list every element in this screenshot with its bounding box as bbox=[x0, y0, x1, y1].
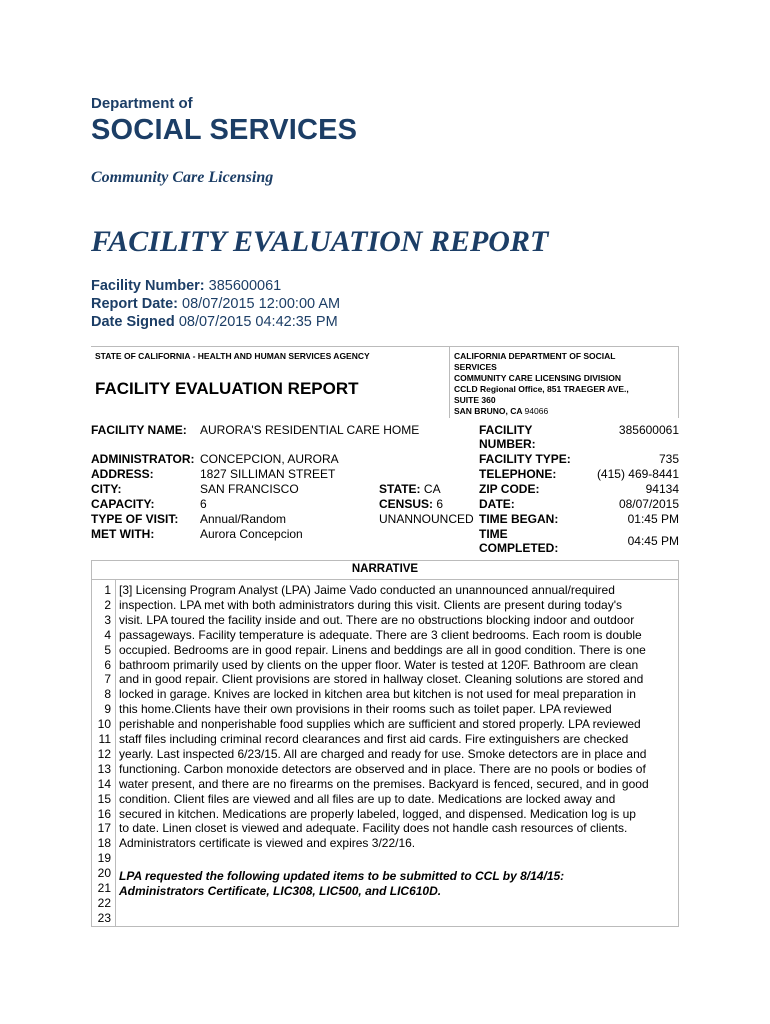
meta-report-date: Report Date: 08/07/2015 12:00:00 AM bbox=[91, 296, 341, 312]
line-number: 13 bbox=[97, 761, 111, 776]
narrative-line: passageways. Facility temperature is adequate. There are 3 client bedrooms. Each room is double bbox=[119, 627, 642, 642]
time-completed-value: 04:45 PM bbox=[627, 534, 679, 548]
line-number: 14 bbox=[97, 776, 111, 791]
line-number: 3 bbox=[104, 612, 111, 627]
line-number: 6 bbox=[104, 657, 111, 672]
narrative-line: water present, and there are no firearms on the premises. Backyard is fenced, secured, and in good bbox=[119, 776, 649, 791]
date-label: DATE: bbox=[479, 497, 515, 511]
line-number: 5 bbox=[104, 642, 111, 657]
line-number: 4 bbox=[104, 627, 111, 642]
city-label: CITY: bbox=[91, 482, 122, 496]
line-number: 11 bbox=[98, 732, 111, 746]
narrative-line: staff files including criminal record clearances and first aid cards. Fire extinguishers are checked bbox=[119, 732, 629, 746]
administrator: CONCEPCION, AURORA bbox=[200, 452, 339, 466]
social-services-title: SOCIAL SERVICES bbox=[91, 114, 358, 146]
narrative-line: inspection. LPA met with both administrators during this visit. Clients are present during today's bbox=[119, 597, 622, 612]
narrative-line: to date. Linen closet is viewed and adequate. Facility does not handle cash resources of clients. bbox=[119, 821, 628, 836]
state-field: STATE: CA bbox=[379, 482, 441, 496]
line-number: 9 bbox=[104, 702, 111, 717]
meta-facility-number: Facility Number: 385600061 bbox=[91, 278, 282, 294]
narrative-line: Administrators certificate is viewed and expires 3/22/16. bbox=[119, 836, 416, 851]
facility-name: AURORA'S RESIDENTIAL CARE HOME bbox=[200, 423, 420, 437]
narrative-line: [3] Licensing Program Analyst (LPA) Jaime Vado conducted an unannounced annual/required bbox=[119, 583, 615, 597]
date-value: 08/07/2015 bbox=[618, 497, 679, 511]
narrative-line: and in good repair. Client provisions are stored in hallway closet. Cleaning solutions are stored and bbox=[119, 672, 644, 687]
department-address: CALIFORNIA DEPARTMENT OF SOCIAL SERVICES COMMUNITY CARE LICENSING DIVISION CCLD Regional Office, 851 TRAEGER AVE., SUITE 360 SAN BRUNO, CA 94066 bbox=[454, 351, 629, 416]
address: 1827 SILLIMAN STREET bbox=[200, 467, 336, 481]
telephone-label: TELEPHONE: bbox=[479, 467, 557, 481]
line-number: 8 bbox=[104, 687, 111, 702]
time-completed-label-line2: COMPLETED: bbox=[479, 541, 559, 555]
narrative-line: secured in kitchen. Medications are properly labeled, logged, and dispensed. Medication log is up bbox=[119, 806, 636, 821]
line-number: 10 bbox=[97, 717, 111, 732]
narrative-line: visit. LPA toured the facility inside and out. There are no obstructions blocking indoor and outdoor bbox=[119, 612, 635, 627]
line-number: 17 bbox=[97, 821, 111, 836]
zip-code-label: ZIP CODE: bbox=[479, 482, 540, 496]
narrative-line: perishable and nonperishable food supplies which are sufficient and stored properly. LPA reviewed bbox=[119, 717, 641, 732]
unannounced-value: UNANNOUNCED bbox=[379, 512, 474, 526]
narrative-line: Administrators Certificate, LIC308, LIC500, and LIC610D. bbox=[119, 884, 442, 898]
narrative-line bbox=[119, 851, 679, 866]
narrative-line: occupied. Bedrooms are in good repair. Linens and beddings are all in good condition. There is one bbox=[119, 642, 646, 657]
facility-type-value: 735 bbox=[658, 452, 679, 466]
form-title: FACILITY EVALUATION REPORT bbox=[95, 379, 359, 398]
narrative-line bbox=[119, 896, 679, 911]
narrative-line: this home.Clients have their own provisions in their rooms such as toilet paper. LPA reviewed bbox=[119, 702, 612, 717]
report-title: FACILITY EVALUATION REPORT bbox=[91, 225, 549, 258]
form-header-divider bbox=[449, 346, 450, 418]
capacity: 6 bbox=[200, 497, 207, 511]
met-with-label: MET WITH: bbox=[91, 527, 155, 541]
line-number: 20 bbox=[97, 866, 111, 881]
line-number: 21 bbox=[97, 881, 111, 895]
agency-name: STATE OF CALIFORNIA - HEALTH AND HUMAN SERVICES AGENCY bbox=[95, 351, 370, 361]
community-care-licensing: Community Care Licensing bbox=[91, 169, 274, 186]
visit-type: Annual/Random bbox=[200, 512, 287, 526]
line-number: 19 bbox=[97, 851, 111, 866]
facility-number-label-line1: FACILITY bbox=[479, 423, 533, 437]
narrative-heading: NARRATIVE bbox=[91, 560, 679, 580]
line-number-divider bbox=[115, 580, 116, 927]
met-with: Aurora Concepcion bbox=[200, 527, 303, 541]
facility-number-value: 385600061 bbox=[618, 423, 679, 437]
zip-code-value: 94134 bbox=[645, 482, 679, 496]
narrative-line bbox=[119, 911, 679, 926]
narrative-line: bathroom primarily used by clients on the upper floor. Water is tested at 120F. Bathroom are clean bbox=[119, 657, 639, 672]
line-number: 7 bbox=[104, 672, 111, 687]
narrative-line: yearly. Last inspected 6/23/15. All are charged and ready for use. Smoke detectors are in place and bbox=[119, 746, 647, 761]
line-number: 2 bbox=[104, 597, 111, 612]
facility-type-label: FACILITY TYPE: bbox=[479, 452, 571, 466]
department-label: Department of bbox=[91, 95, 193, 112]
narrative-line: LPA requested the following updated items to be submitted to CCL by 8/14/15: bbox=[119, 869, 565, 884]
line-number: 16 bbox=[97, 806, 111, 821]
line-number: 22 bbox=[97, 895, 111, 910]
census-field: CENSUS: 6 bbox=[379, 497, 444, 511]
facility-name-label: FACILITY NAME: bbox=[91, 423, 187, 437]
administrator-label: ADMINISTRATOR: bbox=[91, 452, 195, 466]
line-number: 1 bbox=[104, 583, 111, 597]
visit-type-label: TYPE OF VISIT: bbox=[91, 512, 179, 526]
capacity-label: CAPACITY: bbox=[91, 497, 155, 511]
meta-date-signed: Date Signed 08/07/2015 04:42:35 PM bbox=[91, 314, 338, 330]
time-began-label: TIME BEGAN: bbox=[479, 512, 559, 526]
telephone-value: (415) 469-8441 bbox=[596, 467, 679, 481]
narrative-line: functioning. Carbon monoxide detectors are observed and in place. There are no pools or bodies of bbox=[119, 761, 646, 776]
time-began-value: 01:45 PM bbox=[627, 512, 679, 526]
line-number: 18 bbox=[97, 836, 111, 851]
line-number: 23 bbox=[97, 910, 111, 925]
line-number: 12 bbox=[97, 746, 111, 761]
line-number: 15 bbox=[97, 791, 111, 806]
narrative-line: condition. Client files are viewed and all files are up to date. Medications are locked away and bbox=[119, 791, 616, 806]
address-label: ADDRESS: bbox=[91, 467, 154, 481]
facility-number-label-line2: NUMBER: bbox=[479, 437, 536, 451]
narrative-line: locked in garage. Knives are locked in kitchen area but kitchen is not used for meal preparation in bbox=[119, 687, 636, 702]
time-completed-label-line1: TIME bbox=[479, 527, 508, 541]
city: SAN FRANCISCO bbox=[200, 482, 299, 496]
